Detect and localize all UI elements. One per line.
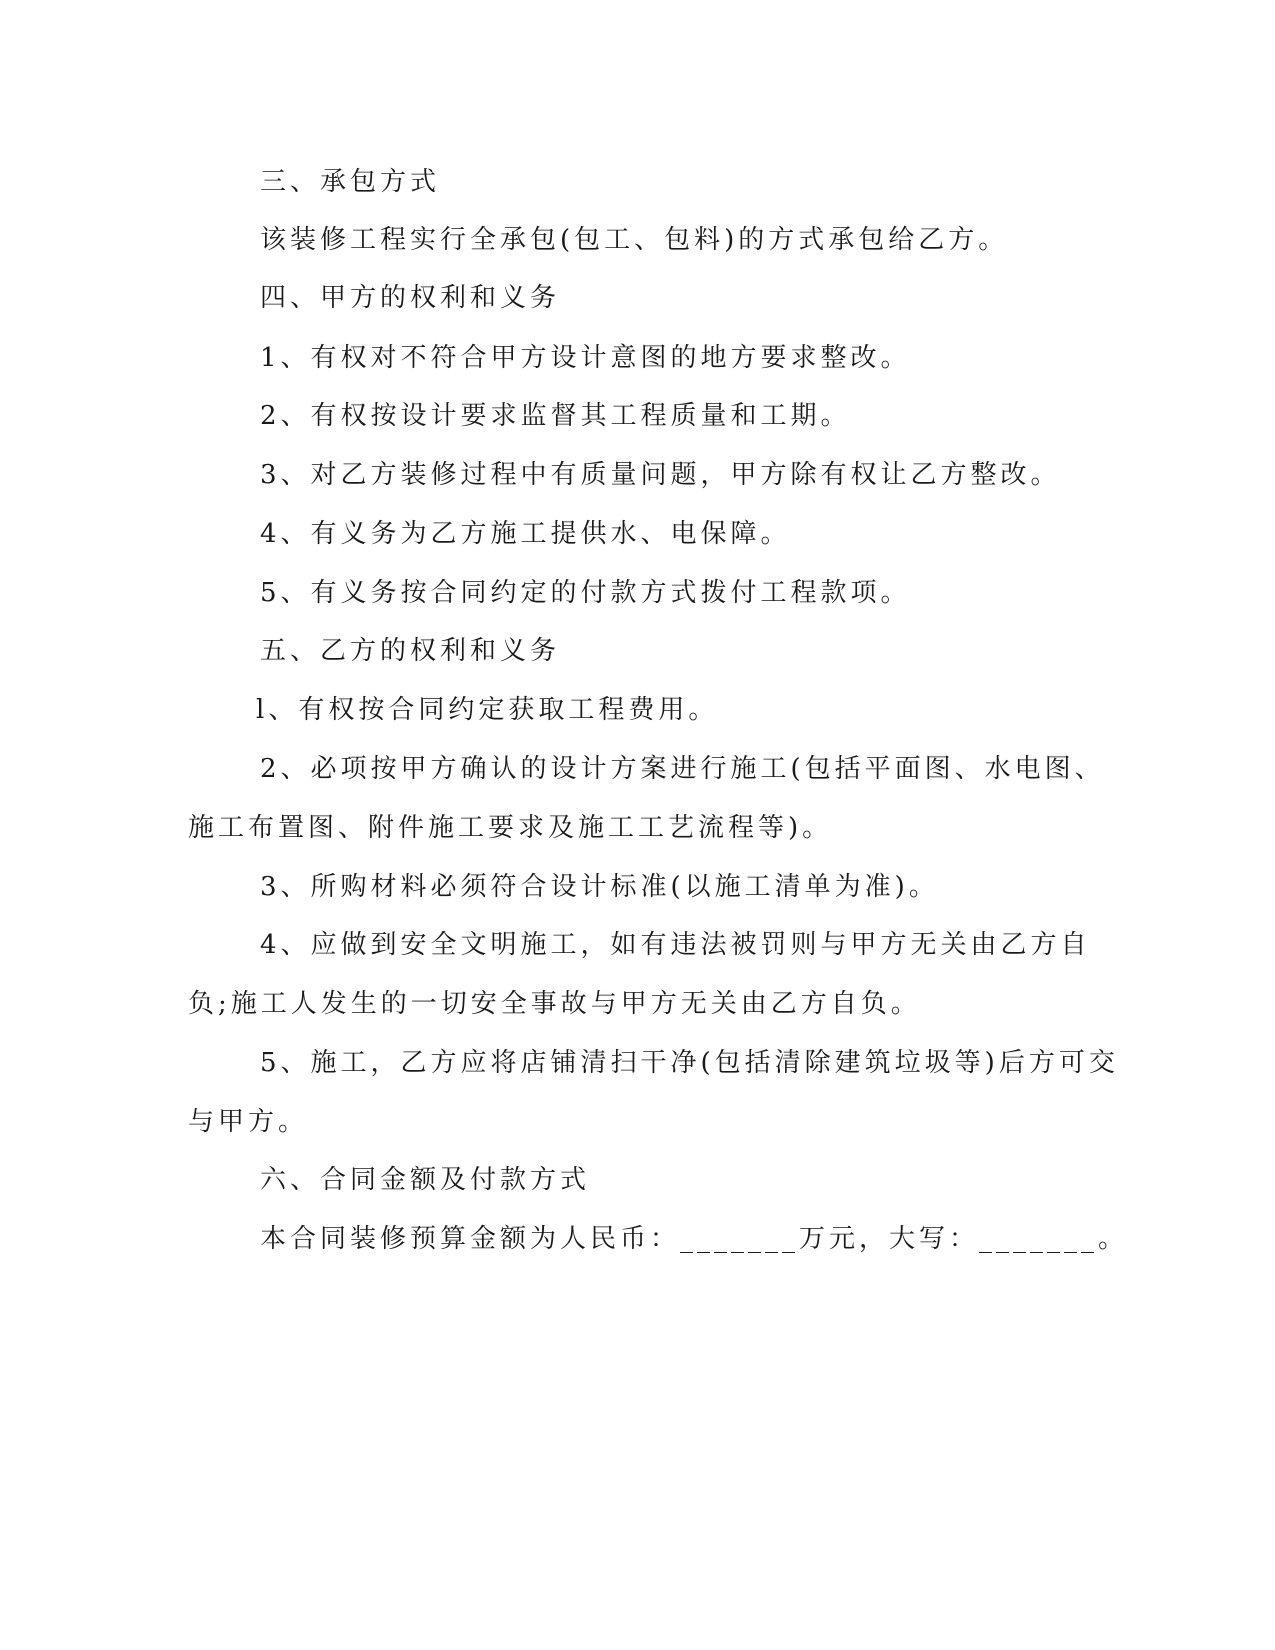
list-item-continuation: 负;施工人发生的一切安全事故与甲方无关由乙方自负。 [188, 989, 921, 1019]
section-heading-3: 三、承包方式 [260, 167, 441, 197]
list-item: 5、有义务按合同约定的付款方式拨付工程款项。 [260, 578, 911, 608]
section-heading-6: 六、合同金额及付款方式 [260, 1165, 591, 1195]
section-heading-5: 五、乙方的权利和义务 [260, 636, 561, 666]
list-item: 4、应做到安全文明施工，如有违法被罚则与甲方无关由乙方自 [260, 930, 1091, 960]
list-item: l、有权按合同约定获取工程费用。 [256, 695, 719, 725]
list-item: 2、有权按设计要求监督其工程质量和工期。 [260, 401, 851, 431]
list-item: 4、有义务为乙方施工提供水、电保障。 [260, 519, 791, 549]
list-item: 3、所购材料必须符合设计标准(以施工清单为准)。 [260, 872, 939, 902]
list-item: 1、有权对不符合甲方设计意图的地方要求整改。 [260, 343, 911, 373]
list-item: 3、对乙方装修过程中有质量问题，甲方除有权让乙方整改。 [260, 460, 1061, 490]
amount-line: 本合同装修预算金额为人民币：_______万元，大写：_______。 [260, 1224, 1129, 1254]
list-item: 2、必项按甲方确认的设计方案进行施工(包括平面图、水电图、 [260, 754, 1105, 784]
list-item: 5、施工，乙方应将店铺清扫干净(包括清除建筑垃圾等)后方可交 [260, 1048, 1119, 1078]
section-heading-4: 四、甲方的权利和义务 [260, 283, 561, 313]
list-item-continuation: 施工布置图、附件施工要求及施工工艺流程等)。 [188, 813, 833, 843]
paragraph-line: 该装修工程实行全承包(包工、包料)的方式承包给乙方。 [260, 225, 1009, 255]
list-item-continuation: 与甲方。 [188, 1107, 309, 1137]
